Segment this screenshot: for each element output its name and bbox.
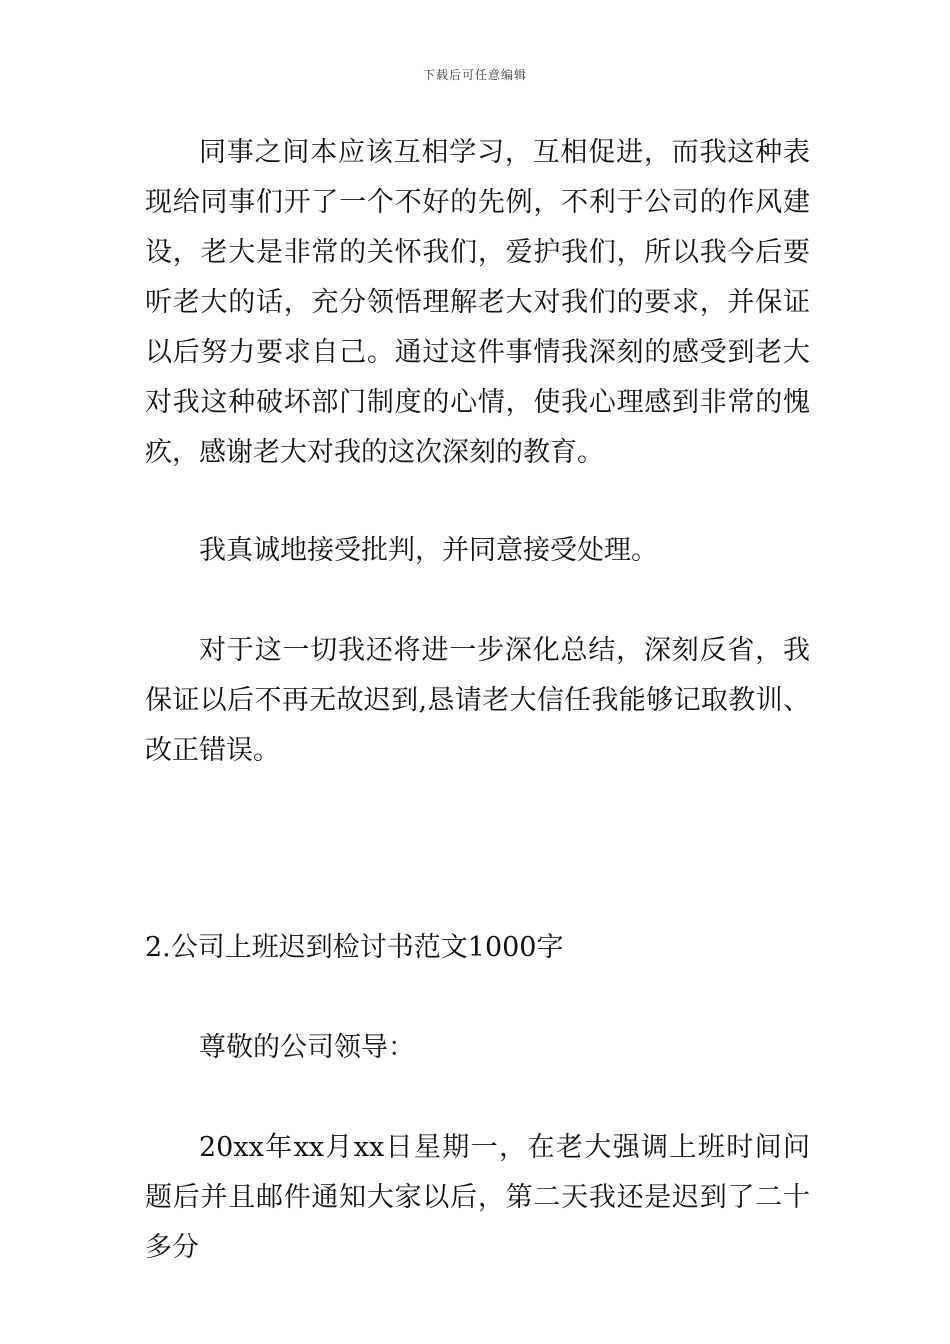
paragraph-incident: 20xx年xx月xx日星期一，在老大强调上班时间问题后并且邮件通知大家以后，第二天我还是迟到了二十多分 xyxy=(145,1132,810,1263)
paragraph-commitment: 对于这一切我还将进一步深化总结，深刻反省，我保证以后不再无故迟到,恳请老大信任我能够记取教训、改正错误。 xyxy=(145,635,810,766)
paragraph-acceptance: 我真诚地接受批判，并同意接受处理。 xyxy=(199,535,658,566)
page-header: 下载后可任意编辑 xyxy=(422,68,527,82)
salutation: 尊敬的公司领导： xyxy=(199,1032,415,1063)
paragraph-apology: 同事之间本应该互相学习，互相促进，而我这种表现给同事们开了一个不好的先例，不利于公司的作风建设，老大是非常的关怀我们，爱护我们，所以我今后要听老大的话，充分领悟理解老大对我们的要求，并保证以后努力要求自己。通过这件事情我深刻的感受到老大对我这种破坏部门制度的心情，使我心理感到非常的愧疚，感谢老大对我的这次深刻的教育。 xyxy=(145,137,810,468)
document-body xyxy=(145,128,810,1273)
section-heading: 2.公司上班迟到检讨书范文1000字 xyxy=(145,932,564,963)
